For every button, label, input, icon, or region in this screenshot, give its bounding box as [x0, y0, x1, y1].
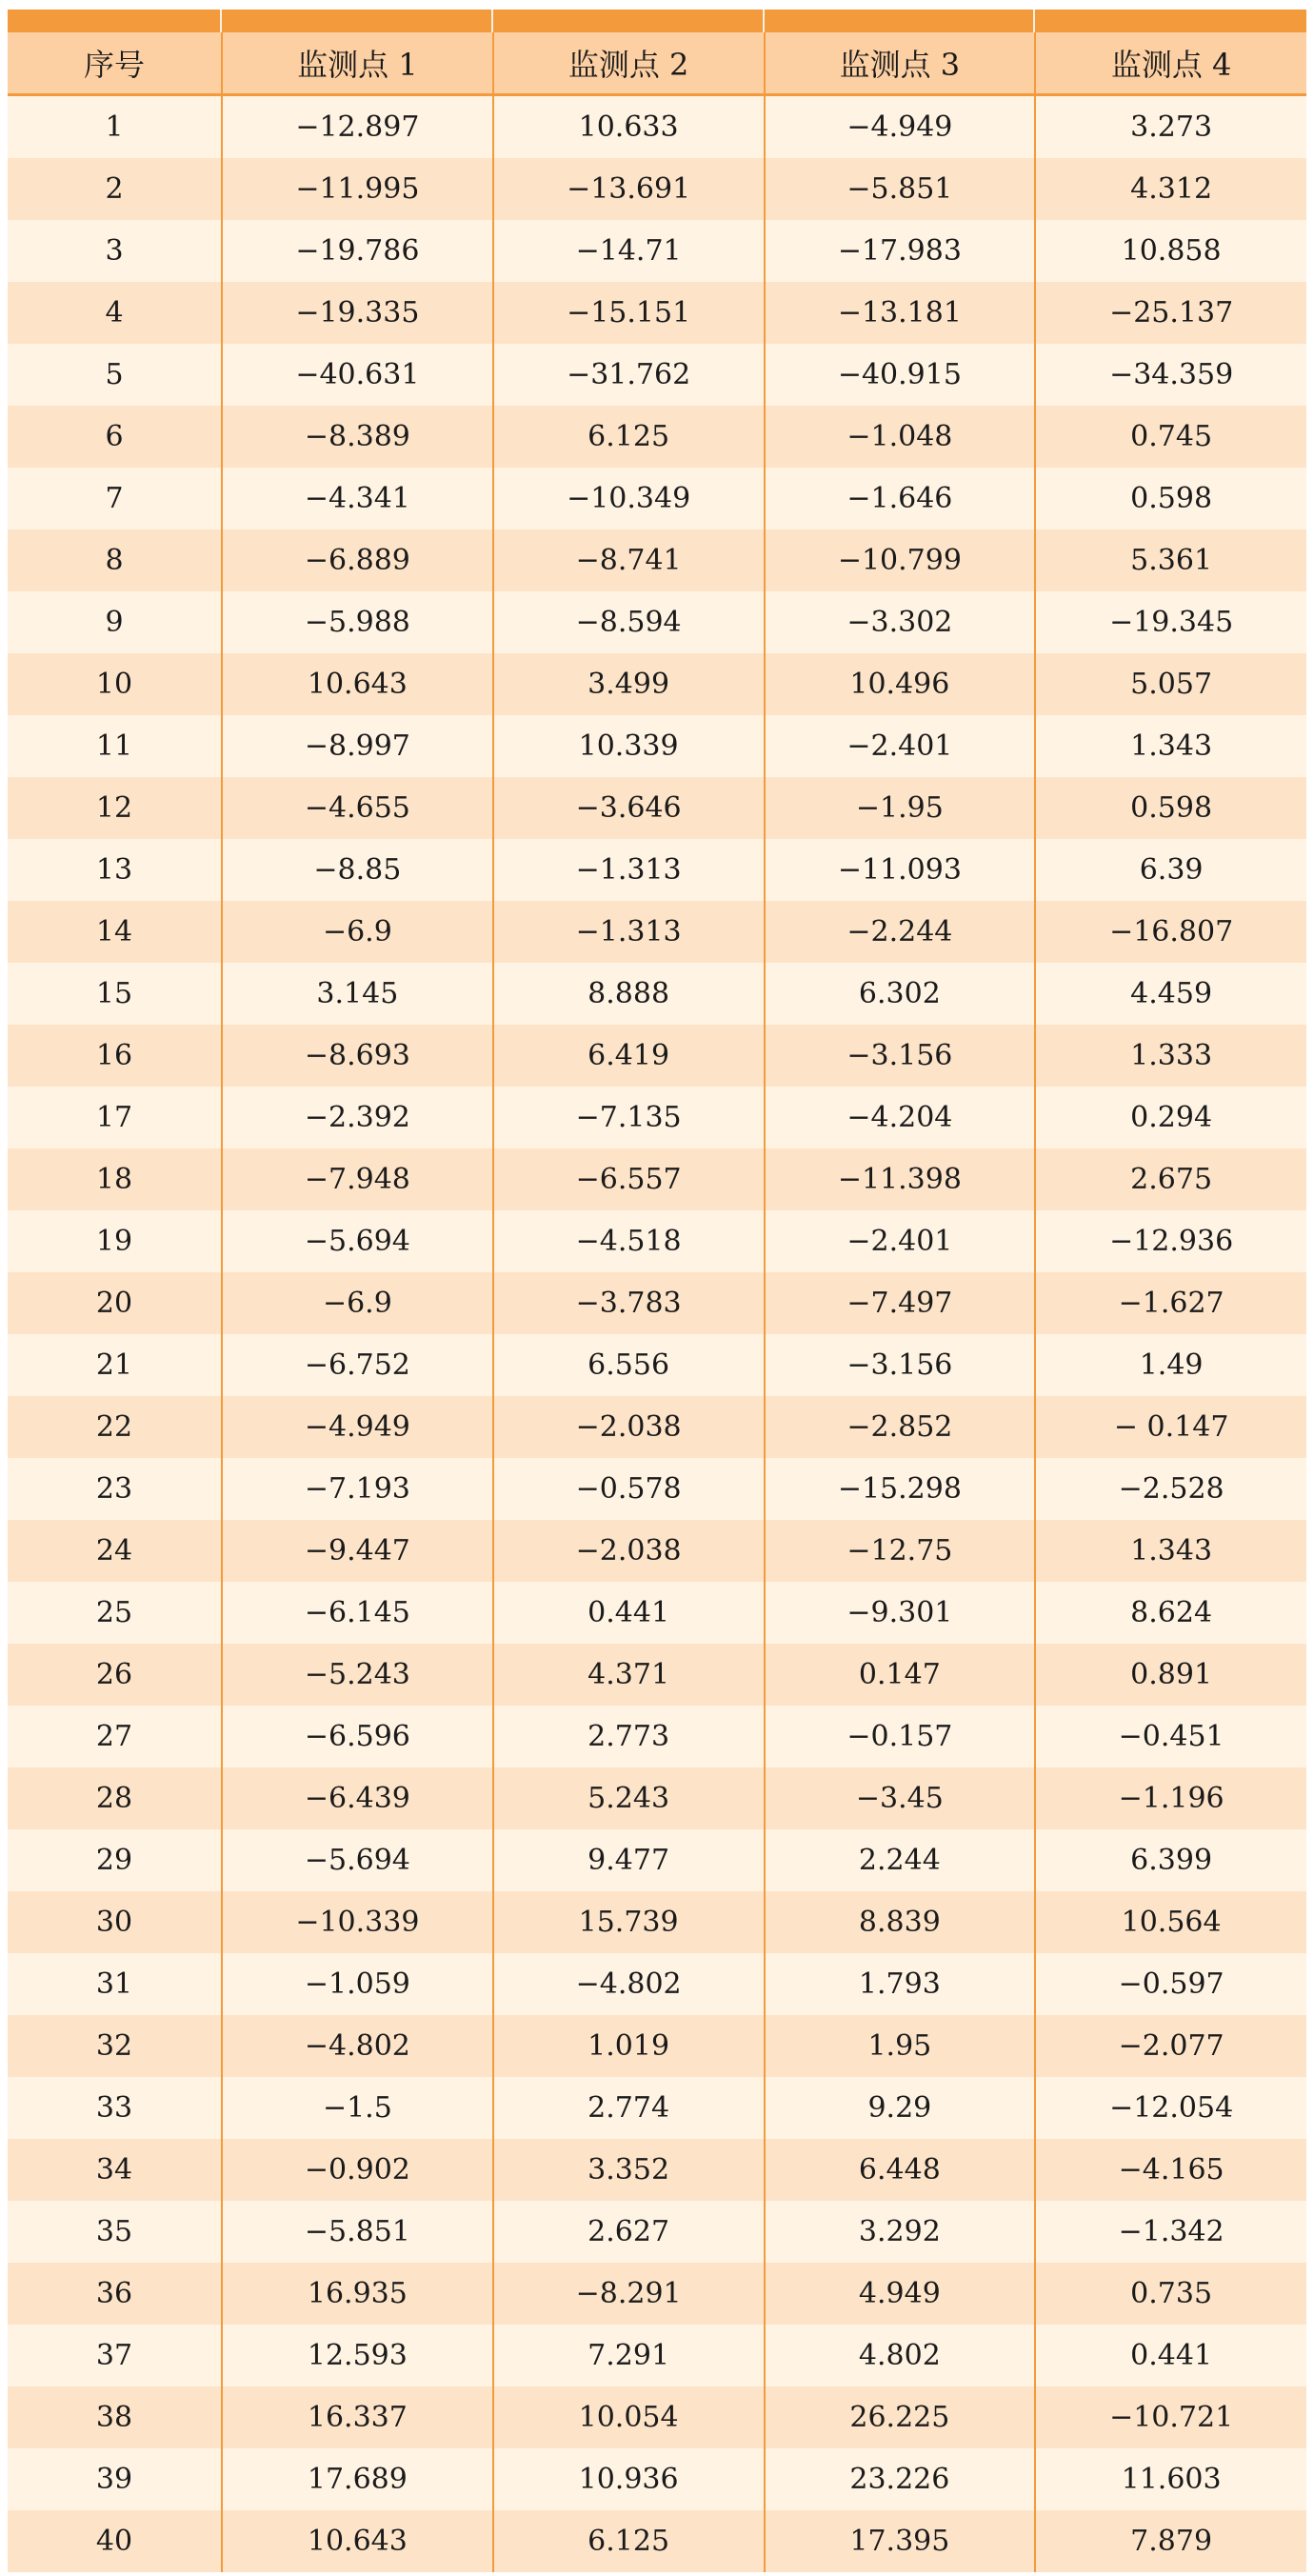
cell-point-1: −5.694 — [222, 1210, 493, 1272]
cell-point-2: 3.499 — [493, 653, 765, 715]
cell-index: 23 — [8, 1458, 222, 1520]
cell-point-4: 0.294 — [1035, 1087, 1306, 1148]
cell-point-1: −6.9 — [222, 1272, 493, 1334]
cell-point-4: −34.359 — [1035, 344, 1306, 406]
cell-point-1: −11.995 — [222, 158, 493, 220]
cell-point-3: −7.497 — [765, 1272, 1036, 1334]
cell-index: 31 — [8, 1953, 222, 2015]
cell-point-3: −1.646 — [765, 468, 1036, 529]
cell-point-3: 6.302 — [765, 963, 1036, 1025]
cell-point-2: −13.691 — [493, 158, 765, 220]
cell-point-1: −7.193 — [222, 1458, 493, 1520]
cell-point-1: −8.85 — [222, 839, 493, 901]
cell-index: 16 — [8, 1025, 222, 1087]
cell-point-3: −3.156 — [765, 1334, 1036, 1396]
cell-index: 33 — [8, 2077, 222, 2139]
cell-point-4: 0.745 — [1035, 406, 1306, 468]
cell-point-4: 7.879 — [1035, 2510, 1306, 2572]
cell-point-1: −6.145 — [222, 1582, 493, 1644]
cell-point-2: 10.633 — [493, 95, 765, 159]
header-row — [8, 32, 1306, 95]
cell-point-4: −0.451 — [1035, 1706, 1306, 1767]
table-row — [8, 1829, 1306, 1891]
cell-point-3: 4.949 — [765, 2263, 1036, 2325]
cell-point-4: −1.342 — [1035, 2201, 1306, 2263]
cell-index: 38 — [8, 2386, 222, 2448]
top-bar-segment — [493, 10, 765, 32]
cell-point-2: 15.739 — [493, 1891, 765, 1953]
cell-point-3: −1.95 — [765, 777, 1036, 839]
cell-point-4: −12.936 — [1035, 1210, 1306, 1272]
cell-point-1: 16.337 — [222, 2386, 493, 2448]
cell-index: 32 — [8, 2015, 222, 2077]
table-row — [8, 2325, 1306, 2386]
cell-index: 25 — [8, 1582, 222, 1644]
cell-point-4: −1.196 — [1035, 1767, 1306, 1829]
cell-point-2: −31.762 — [493, 344, 765, 406]
cell-point-1: −4.341 — [222, 468, 493, 529]
cell-point-1: −8.389 — [222, 406, 493, 468]
cell-index: 6 — [8, 406, 222, 468]
cell-point-1: −5.988 — [222, 591, 493, 653]
table-row — [8, 2448, 1306, 2510]
table-row — [8, 2263, 1306, 2325]
table-row — [8, 2386, 1306, 2448]
cell-index: 24 — [8, 1520, 222, 1582]
cell-point-4: −25.137 — [1035, 282, 1306, 344]
cell-point-2: −0.578 — [493, 1458, 765, 1520]
cell-point-2: 10.936 — [493, 2448, 765, 2510]
cell-index: 15 — [8, 963, 222, 1025]
table-row — [8, 1953, 1306, 2015]
cell-point-1: −2.392 — [222, 1087, 493, 1148]
cell-point-4: 1.49 — [1035, 1334, 1306, 1396]
table-row — [8, 1458, 1306, 1520]
cell-point-4: 0.891 — [1035, 1644, 1306, 1706]
cell-point-4: 4.459 — [1035, 963, 1306, 1025]
monitoring-table-container — [8, 10, 1306, 2572]
cell-point-3: 4.802 — [765, 2325, 1036, 2386]
cell-point-1: −4.949 — [222, 1396, 493, 1458]
cell-point-1: −0.902 — [222, 2139, 493, 2201]
cell-index: 28 — [8, 1767, 222, 1829]
cell-point-3: −11.398 — [765, 1148, 1036, 1210]
cell-index: 10 — [8, 653, 222, 715]
cell-point-2: −3.783 — [493, 1272, 765, 1334]
cell-point-1: −5.243 — [222, 1644, 493, 1706]
table-row — [8, 158, 1306, 220]
cell-index: 21 — [8, 1334, 222, 1396]
cell-point-3: −3.45 — [765, 1767, 1036, 1829]
table-row — [8, 1025, 1306, 1087]
cell-point-3: 1.95 — [765, 2015, 1036, 2077]
cell-point-4: 2.675 — [1035, 1148, 1306, 1210]
table-row — [8, 1520, 1306, 1582]
cell-point-3: 10.496 — [765, 653, 1036, 715]
table-row — [8, 1396, 1306, 1458]
cell-point-3: −4.949 — [765, 95, 1036, 159]
cell-point-4: −0.597 — [1035, 1953, 1306, 2015]
table-row — [8, 963, 1306, 1025]
cell-point-4: 8.624 — [1035, 1582, 1306, 1644]
cell-index: 18 — [8, 1148, 222, 1210]
table-row — [8, 1582, 1306, 1644]
cell-point-3: 26.225 — [765, 2386, 1036, 2448]
cell-point-3: 2.244 — [765, 1829, 1036, 1891]
cell-index: 14 — [8, 901, 222, 963]
cell-index: 26 — [8, 1644, 222, 1706]
cell-point-4: −10.721 — [1035, 2386, 1306, 2448]
cell-point-2: 6.125 — [493, 2510, 765, 2572]
cell-point-2: 8.888 — [493, 963, 765, 1025]
table-row — [8, 2510, 1306, 2572]
cell-point-1: −6.596 — [222, 1706, 493, 1767]
table-row — [8, 468, 1306, 529]
cell-point-4: −2.077 — [1035, 2015, 1306, 2077]
cell-index: 36 — [8, 2263, 222, 2325]
cell-point-4: 0.735 — [1035, 2263, 1306, 2325]
cell-point-3: 17.395 — [765, 2510, 1036, 2572]
cell-point-1: −6.889 — [222, 529, 493, 591]
cell-point-2: 1.019 — [493, 2015, 765, 2077]
cell-point-3: −11.093 — [765, 839, 1036, 901]
cell-point-4: − 0.147 — [1035, 1396, 1306, 1458]
cell-point-1: 16.935 — [222, 2263, 493, 2325]
table-row — [8, 2139, 1306, 2201]
cell-point-4: 1.343 — [1035, 1520, 1306, 1582]
cell-point-2: −2.038 — [493, 1520, 765, 1582]
cell-point-2: −8.741 — [493, 529, 765, 591]
top-bar-segment — [8, 10, 222, 32]
cell-point-1: −10.339 — [222, 1891, 493, 1953]
cell-point-3: −3.302 — [765, 591, 1036, 653]
table-row — [8, 1767, 1306, 1829]
cell-point-3: 3.292 — [765, 2201, 1036, 2263]
cell-point-1: −5.851 — [222, 2201, 493, 2263]
cell-point-3: −2.401 — [765, 715, 1036, 777]
top-bar-segment — [765, 10, 1036, 32]
cell-point-1: −1.5 — [222, 2077, 493, 2139]
cell-point-3: −2.244 — [765, 901, 1036, 963]
cell-point-2: 6.419 — [493, 1025, 765, 1087]
table-row — [8, 1087, 1306, 1148]
cell-point-3: 8.839 — [765, 1891, 1036, 1953]
cell-point-3: 0.147 — [765, 1644, 1036, 1706]
table-row — [8, 839, 1306, 901]
cell-point-4: 1.333 — [1035, 1025, 1306, 1087]
cell-point-2: 2.627 — [493, 2201, 765, 2263]
cell-point-1: −8.693 — [222, 1025, 493, 1087]
table-row — [8, 1706, 1306, 1767]
cell-point-3: −15.298 — [765, 1458, 1036, 1520]
cell-point-4: 0.441 — [1035, 2325, 1306, 2386]
table-row — [8, 1334, 1306, 1396]
cell-point-1: 10.643 — [222, 2510, 493, 2572]
cell-point-1: 3.145 — [222, 963, 493, 1025]
header-point-1: 监测点 1 — [222, 32, 493, 95]
cell-point-3: −0.157 — [765, 1706, 1036, 1767]
cell-point-4: −4.165 — [1035, 2139, 1306, 2201]
cell-index: 1 — [8, 95, 222, 159]
header-index: 序号 — [8, 32, 222, 95]
cell-point-2: −2.038 — [493, 1396, 765, 1458]
table-row — [8, 591, 1306, 653]
cell-point-3: −10.799 — [765, 529, 1036, 591]
cell-point-2: −8.594 — [493, 591, 765, 653]
cell-point-2: −10.349 — [493, 468, 765, 529]
cell-point-2: 4.371 — [493, 1644, 765, 1706]
cell-point-1: −9.447 — [222, 1520, 493, 1582]
header-point-4: 监测点 4 — [1035, 32, 1306, 95]
cell-point-2: 2.774 — [493, 2077, 765, 2139]
cell-point-3: −40.915 — [765, 344, 1036, 406]
cell-point-1: −7.948 — [222, 1148, 493, 1210]
cell-point-1: −19.335 — [222, 282, 493, 344]
cell-point-2: −6.557 — [493, 1148, 765, 1210]
cell-point-2: −4.518 — [493, 1210, 765, 1272]
cell-point-2: 5.243 — [493, 1767, 765, 1829]
cell-point-3: −2.852 — [765, 1396, 1036, 1458]
cell-point-2: −15.151 — [493, 282, 765, 344]
table-row — [8, 1210, 1306, 1272]
monitoring-data-table — [8, 32, 1306, 2572]
cell-point-3: −2.401 — [765, 1210, 1036, 1272]
table-body — [8, 95, 1306, 2573]
table-row — [8, 1148, 1306, 1210]
cell-index: 39 — [8, 2448, 222, 2510]
cell-point-4: 3.273 — [1035, 95, 1306, 159]
cell-point-2: 0.441 — [493, 1582, 765, 1644]
cell-index: 19 — [8, 1210, 222, 1272]
table-row — [8, 2015, 1306, 2077]
cell-point-1: −19.786 — [222, 220, 493, 282]
cell-index: 40 — [8, 2510, 222, 2572]
cell-point-4: −2.528 — [1035, 1458, 1306, 1520]
cell-point-4: 10.858 — [1035, 220, 1306, 282]
cell-index: 13 — [8, 839, 222, 901]
cell-point-3: −12.75 — [765, 1520, 1036, 1582]
top-bar-segment — [222, 10, 493, 32]
table-row — [8, 653, 1306, 715]
cell-point-4: 4.312 — [1035, 158, 1306, 220]
cell-index: 34 — [8, 2139, 222, 2201]
cell-point-2: −8.291 — [493, 2263, 765, 2325]
cell-index: 12 — [8, 777, 222, 839]
cell-point-2: 7.291 — [493, 2325, 765, 2386]
table-row — [8, 344, 1306, 406]
cell-point-2: 10.339 — [493, 715, 765, 777]
table-row — [8, 406, 1306, 468]
header-point-3: 监测点 3 — [765, 32, 1036, 95]
cell-point-2: 2.773 — [493, 1706, 765, 1767]
table-row — [8, 2201, 1306, 2263]
cell-point-3: −13.181 — [765, 282, 1036, 344]
cell-point-1: 12.593 — [222, 2325, 493, 2386]
cell-point-4: −19.345 — [1035, 591, 1306, 653]
cell-point-2: −7.135 — [493, 1087, 765, 1148]
table-row — [8, 1272, 1306, 1334]
cell-point-4: 6.39 — [1035, 839, 1306, 901]
cell-point-4: 6.399 — [1035, 1829, 1306, 1891]
cell-point-2: −3.646 — [493, 777, 765, 839]
cell-point-1: −12.897 — [222, 95, 493, 159]
table-row — [8, 529, 1306, 591]
cell-point-1: −4.655 — [222, 777, 493, 839]
cell-point-4: 5.057 — [1035, 653, 1306, 715]
table-row — [8, 2077, 1306, 2139]
cell-point-2: 9.477 — [493, 1829, 765, 1891]
cell-point-1: −6.752 — [222, 1334, 493, 1396]
cell-point-2: −1.313 — [493, 839, 765, 901]
table-top-bar — [8, 10, 1306, 32]
cell-point-4: −1.627 — [1035, 1272, 1306, 1334]
cell-index: 22 — [8, 1396, 222, 1458]
cell-point-3: −9.301 — [765, 1582, 1036, 1644]
cell-index: 35 — [8, 2201, 222, 2263]
table-row — [8, 95, 1306, 159]
cell-point-3: 6.448 — [765, 2139, 1036, 2201]
cell-point-2: 10.054 — [493, 2386, 765, 2448]
table-row — [8, 901, 1306, 963]
cell-point-1: 10.643 — [222, 653, 493, 715]
table-row — [8, 282, 1306, 344]
cell-point-2: −14.71 — [493, 220, 765, 282]
table-row — [8, 777, 1306, 839]
cell-index: 27 — [8, 1706, 222, 1767]
table-row — [8, 1891, 1306, 1953]
header-point-2: 监测点 2 — [493, 32, 765, 95]
cell-index: 3 — [8, 220, 222, 282]
cell-point-4: −16.807 — [1035, 901, 1306, 963]
cell-point-3: 23.226 — [765, 2448, 1036, 2510]
cell-point-4: 5.361 — [1035, 529, 1306, 591]
cell-index: 20 — [8, 1272, 222, 1334]
cell-point-1: −5.694 — [222, 1829, 493, 1891]
cell-point-4: 10.564 — [1035, 1891, 1306, 1953]
cell-index: 9 — [8, 591, 222, 653]
cell-index: 17 — [8, 1087, 222, 1148]
cell-point-3: −3.156 — [765, 1025, 1036, 1087]
table-row — [8, 715, 1306, 777]
cell-point-1: −40.631 — [222, 344, 493, 406]
top-bar-segment — [1035, 10, 1306, 32]
cell-index: 4 — [8, 282, 222, 344]
table-row — [8, 1644, 1306, 1706]
cell-point-1: −6.9 — [222, 901, 493, 963]
cell-point-2: 3.352 — [493, 2139, 765, 2201]
cell-point-3: 9.29 — [765, 2077, 1036, 2139]
cell-index: 30 — [8, 1891, 222, 1953]
cell-index: 37 — [8, 2325, 222, 2386]
cell-point-3: −17.983 — [765, 220, 1036, 282]
cell-point-1: 17.689 — [222, 2448, 493, 2510]
cell-point-2: 6.556 — [493, 1334, 765, 1396]
cell-point-2: 6.125 — [493, 406, 765, 468]
cell-point-4: 0.598 — [1035, 777, 1306, 839]
cell-point-1: −1.059 — [222, 1953, 493, 2015]
cell-index: 2 — [8, 158, 222, 220]
cell-point-1: −8.997 — [222, 715, 493, 777]
cell-point-3: −1.048 — [765, 406, 1036, 468]
cell-point-3: −4.204 — [765, 1087, 1036, 1148]
cell-index: 11 — [8, 715, 222, 777]
cell-point-4: 1.343 — [1035, 715, 1306, 777]
cell-index: 29 — [8, 1829, 222, 1891]
cell-point-4: 11.603 — [1035, 2448, 1306, 2510]
cell-point-3: −5.851 — [765, 158, 1036, 220]
cell-point-4: −12.054 — [1035, 2077, 1306, 2139]
cell-index: 5 — [8, 344, 222, 406]
cell-point-3: 1.793 — [765, 1953, 1036, 2015]
table-row — [8, 220, 1306, 282]
cell-point-1: −4.802 — [222, 2015, 493, 2077]
cell-index: 7 — [8, 468, 222, 529]
cell-index: 8 — [8, 529, 222, 591]
cell-point-4: 0.598 — [1035, 468, 1306, 529]
cell-point-2: −4.802 — [493, 1953, 765, 2015]
cell-point-1: −6.439 — [222, 1767, 493, 1829]
cell-point-2: −1.313 — [493, 901, 765, 963]
